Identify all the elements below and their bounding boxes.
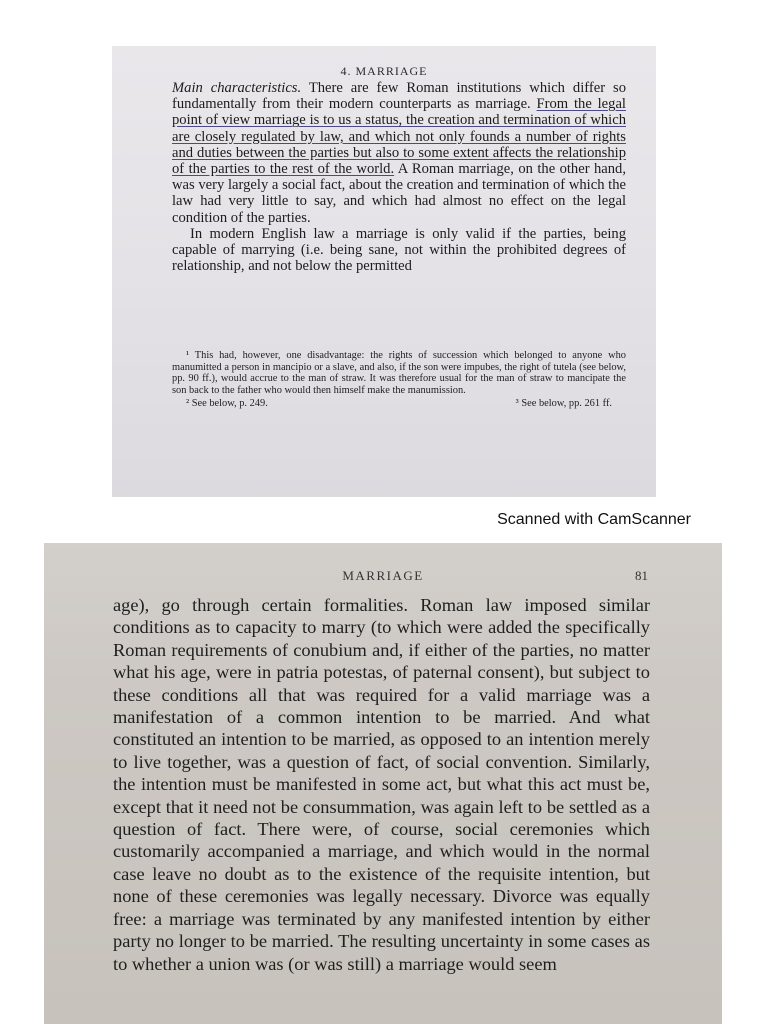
scanned-page-top [112, 46, 656, 497]
underlined-passage: From the legal point of view marriage is to us a status, the creation and termination of which are closely regulated by law, and which not only founds a number of rights and duties between the parties but also to some extent affects the relationship of the parties to the rest of the world. [172, 96, 626, 178]
running-header-title: MARRIAGE [342, 568, 424, 583]
page-bottom-text [113, 594, 650, 975]
footnote-2: ² See below, p. 249. [186, 398, 268, 410]
paragraph-text: A Roman marriage, on the other hand, was very largely a social fact, about the creation and termination of which the law had very little to say, and which had almost no effect on the legal condition of the parties. [172, 161, 626, 226]
paragraph-formalities: age), go through certain formalities. Roman law imposed similar conditions as to capacity to marry (to which were added the specifically Roman requirements of conubium and, if either of the parties, no matter what his age, were in patria potestas, of paternal consent), but subject to these conditions all that was required for a valid marriage was a manifestation of a common intention to be married. And what constituted an intention to be married, as opposed to an intention merely to live together, was a question of fact, of social convention. Similarly, the intention must be manifested in some act, but what this act must be, except that it need not be consummation, was again left to be settled as a question of fact. There were, of course, social ceremonies which customarily accompanied a marriage, and which would in the normal case leave no doubt as to the existence of the requisite intention, but none of these ceremonies was legally necessary. Divorce was equally free: a marriage was terminated by any manifested intention by either party no longer to be married. The resulting uncertainty in some cases as to whether a union was (or was still) a marriage would seem [113, 595, 650, 974]
paragraph-main-characteristics [172, 80, 626, 226]
paragraph-text: There are few Roman institutions which differ so fundamentally from their modern counterparts as marriage. [172, 80, 626, 113]
page-number: 81 [635, 568, 648, 583]
scanner-label: Scanned with CamScanner [497, 511, 691, 528]
lead-in-italic: Main characteristics. [172, 80, 302, 96]
footnotes [172, 350, 626, 410]
footnote-3: ³ See below, pp. 261 ff. [515, 398, 612, 410]
scanned-page-bottom [44, 543, 722, 1024]
page-top-text [172, 80, 626, 274]
paragraph-english-law: In modern English law a marriage is only valid if the parties, being capable of marrying (i.e. being sane, not within the prohibited degrees of relationship, and not below the permitted [172, 225, 626, 275]
footnote-row [172, 398, 626, 410]
section-heading: 4. MARRIAGE [340, 64, 428, 78]
footnote-1: ¹ This had, however, one disadvantage: the rights of succession which belonged to anyone who manumitted a person in mancipio or a slave, and also, if the son were impubes, the right of tutela (see below, pp. 90 ff.), would accrue to the man of straw. It was therefore usual for the man of straw to mancipate the son back to the father who would then himself make the manumission. [172, 350, 626, 396]
